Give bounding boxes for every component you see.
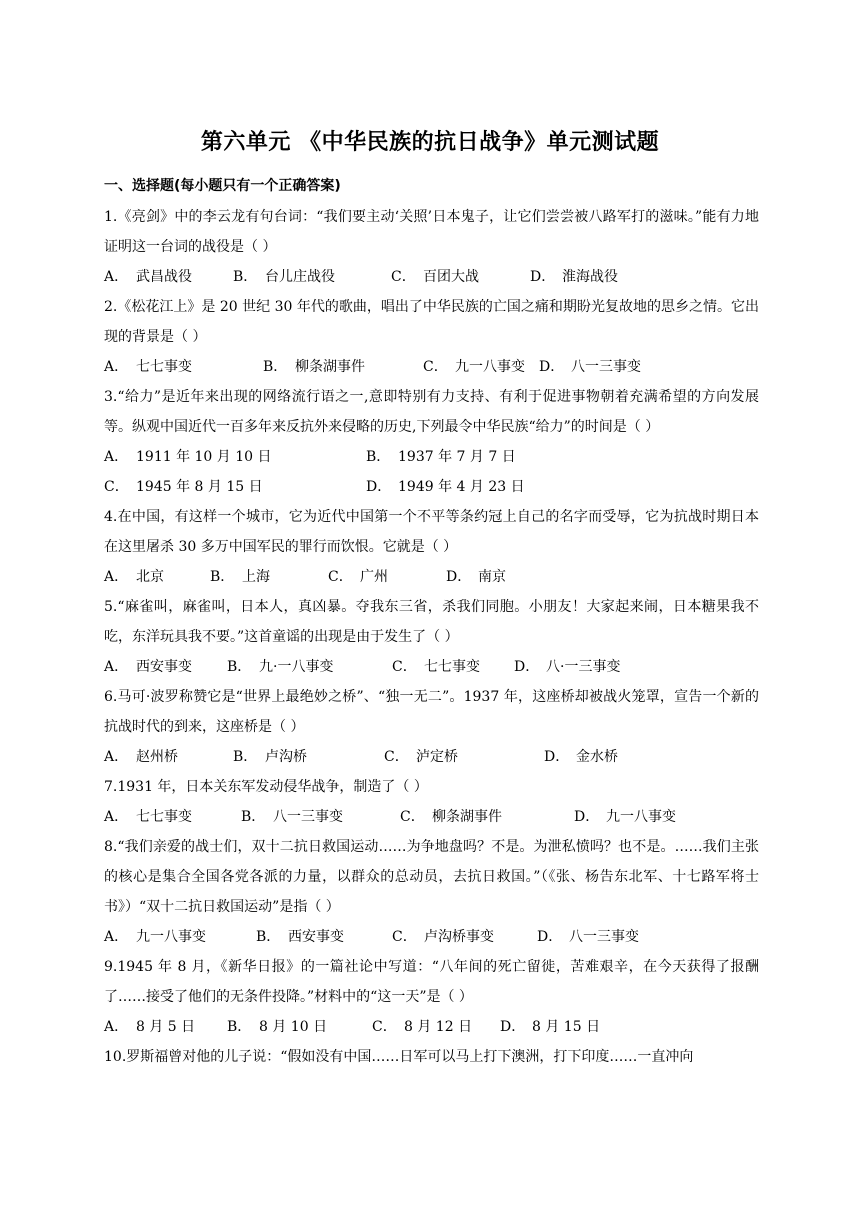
option-letter: D． [530,269,556,285]
option-text: 七七事变 [424,659,480,675]
option-row [104,352,759,382]
option-c [384,742,544,772]
option-text: 上海 [242,569,270,585]
option-letter: C． [400,809,425,825]
question-stem: 9.1945 年 8 月，《新华日报》的一篇社论中写道：“八年间的死亡留徙，苦难艰辛，在今天获得了报酬了……接受了他们的无条件投降。”材料中的“这一天”是（ ） [104,959,759,1005]
question-1 [104,202,759,292]
option-text: 武昌战役 [136,269,192,285]
option-letter: C． [392,929,417,945]
option-text: 泸定桥 [416,749,458,765]
option-c [392,652,514,682]
option-d [574,802,676,832]
option-text: 广州 [360,569,388,585]
option-text: 柳条湖事件 [432,809,502,825]
page-title: 第六单元 《中华民族的抗日战争》单元测试题 [200,130,660,155]
option-letter: D． [446,569,472,585]
option-text: 九一八事变 [136,929,206,945]
option-a [104,562,210,592]
option-row [104,472,759,502]
option-text: 1949 年 4 月 23 日 [398,479,525,495]
option-letter: C． [423,359,448,375]
option-row [104,262,759,292]
option-letter: B． [233,749,258,765]
question-stem: 1.《亮剑》中的李云龙有句台词：“我们要主动‘关照’日本鬼子，让它们尝尝被八路军打的滋味。”能有力地证明这一台词的战役是（ ） [104,209,759,255]
option-d [544,742,618,772]
option-c [104,472,366,502]
option-d [514,652,620,682]
option-a [104,1012,227,1042]
option-text: 8 月 15 日 [532,1019,601,1035]
question-4 [104,502,759,592]
option-text: 8 月 12 日 [404,1019,473,1035]
question-2 [104,292,759,382]
option-text: 西安事变 [288,929,344,945]
option-text: 8 月 5 日 [136,1019,196,1035]
option-row [104,652,759,682]
question-5 [104,592,759,682]
option-a [104,352,263,382]
option-text: 西安事变 [136,659,192,675]
option-b [227,652,392,682]
option-letter: C． [104,479,129,495]
option-a [104,442,366,472]
option-letter: A． [104,809,129,825]
question-stem: 10.罗斯福曾对他的儿子说：“假如没有中国……日军可以马上打下澳洲，打下印度……一直冲向 [104,1049,694,1065]
option-letter: A． [104,449,129,465]
question-stem: 2.《松花江上》是 20 世纪 30 年代的歌曲，唱出了中华民族的亡国之痛和期盼光复故地的思乡之情。它出现的背景是（ ） [104,299,759,345]
option-letter: A． [104,929,129,945]
option-letter: B． [210,569,235,585]
option-text: 1911 年 10 月 10 日 [136,449,272,465]
question-stem: 7.1931 年，日本关东军发动侵华战争，制造了（ ） [104,779,428,795]
option-text: 七七事变 [136,359,192,375]
option-letter: C． [328,569,353,585]
option-letter: A． [104,359,129,375]
option-letter: B． [233,269,258,285]
question-10 [104,1042,759,1072]
option-text: 8 月 10 日 [259,1019,328,1035]
option-c [400,802,574,832]
option-d [500,1012,600,1042]
option-row [104,442,759,472]
option-letter: D． [537,929,563,945]
option-c [391,262,530,292]
option-a [104,922,256,952]
option-a [104,802,241,832]
option-b [256,922,392,952]
option-d [530,262,618,292]
option-text: 1945 年 8 月 15 日 [136,479,263,495]
option-b [233,742,384,772]
option-letter: A． [104,269,129,285]
option-text: 百团大战 [423,269,479,285]
option-text: 卢沟桥 [265,749,307,765]
option-text: 九·一八事变 [259,659,334,675]
option-letter: C． [392,659,417,675]
option-row [104,922,759,952]
option-text: 八一三事变 [569,929,639,945]
option-letter: B． [366,449,391,465]
option-letter: A． [104,1019,129,1035]
option-text: 北京 [136,569,164,585]
option-b [241,802,400,832]
question-stem: 8.“我们亲爱的战士们，双十二抗日救国运动……为争地盘吗？不是。为泄私愤吗？也不是。……我们主张的核心是集合全国各党各派的力量，以群众的总动员，去抗日救国。”（《张、杨告东北军、十七路军将士书》）“双十二抗日救国运动”是指（ ） [104,839,759,915]
option-letter: C． [372,1019,397,1035]
section-heading: 一、选择题(每小题只有一个正确答案) [104,178,341,194]
option-letter: D． [366,479,392,495]
option-letter: D． [544,749,570,765]
option-text: 八·一三事变 [546,659,621,675]
option-d [537,922,639,952]
question-3 [104,382,759,502]
option-row [104,562,759,592]
option-d [446,562,506,592]
option-letter: D． [514,659,540,675]
option-a [104,262,233,292]
option-a [104,742,233,772]
question-stem: 4.在中国，有这样一个城市，它为近代中国第一个不平等条约冠上自己的名字而受辱，它为抗战时期日本在这里屠杀 30 多万中国军民的罪行而饮恨。它就是（ ） [104,509,759,555]
option-text: 南京 [478,569,506,585]
option-text: 八一三事变 [571,359,641,375]
option-c [372,1012,500,1042]
option-text: 赵州桥 [136,749,178,765]
option-letter: B． [256,929,281,945]
option-text: 淮海战役 [562,269,618,285]
option-c [328,562,446,592]
question-7 [104,772,759,832]
option-b [263,352,423,382]
option-letter: D． [574,809,600,825]
question-6 [104,682,759,772]
question-stem: 6.马可·波罗称赞它是“世界上最绝妙之桥”、“独一无二”。1937 年，这座桥却被战火笼罩，宣告一个新的抗战时代的到来，这座桥是（ ） [104,689,759,735]
question-9 [104,952,759,1042]
option-letter: B． [227,659,252,675]
option-text: 金水桥 [576,749,618,765]
option-letter: B． [241,809,266,825]
option-b [227,1012,372,1042]
option-c [392,922,537,952]
option-text: 柳条湖事件 [295,359,365,375]
question-stem: 3.“给力”是近年来出现的网络流行语之一,意即特别有力支持、有利于促进事物朝着充满希望的方向发展等。纵观中国近代一百多年来反抗外来侵略的历史,下列最令中华民族“给力”的时间是（ ） [104,389,759,435]
option-b [210,562,328,592]
question-8 [104,832,759,952]
option-a [104,652,227,682]
option-c [423,352,539,382]
option-letter: A． [104,749,129,765]
option-row [104,742,759,772]
option-letter: D． [539,359,565,375]
option-b [233,262,391,292]
option-row [104,1012,759,1042]
option-text: 1937 年 7 月 7 日 [398,449,516,465]
option-text: 八一三事变 [273,809,343,825]
question-list [104,202,759,1072]
option-text: 九一八事变 [606,809,676,825]
option-letter: C． [384,749,409,765]
option-letter: B． [227,1019,252,1035]
option-text: 卢沟桥事变 [424,929,494,945]
question-stem: 5.“麻雀叫，麻雀叫，日本人，真凶暴。夺我东三省，杀我们同胞。小朋友！大家起来闹，日本糖果我不吃，东洋玩具我不要。”这首童谣的出现是由于发生了（ ） [104,599,759,645]
option-row [104,802,759,832]
option-letter: B． [263,359,288,375]
option-letter: D． [500,1019,526,1035]
option-letter: C． [391,269,416,285]
option-d [539,352,641,382]
option-b [366,442,516,472]
option-letter: A． [104,659,129,675]
option-d [366,472,525,502]
option-text: 九一八事变 [455,359,525,375]
option-text: 台儿庄战役 [265,269,335,285]
option-text: 七七事变 [136,809,192,825]
option-letter: A． [104,569,129,585]
